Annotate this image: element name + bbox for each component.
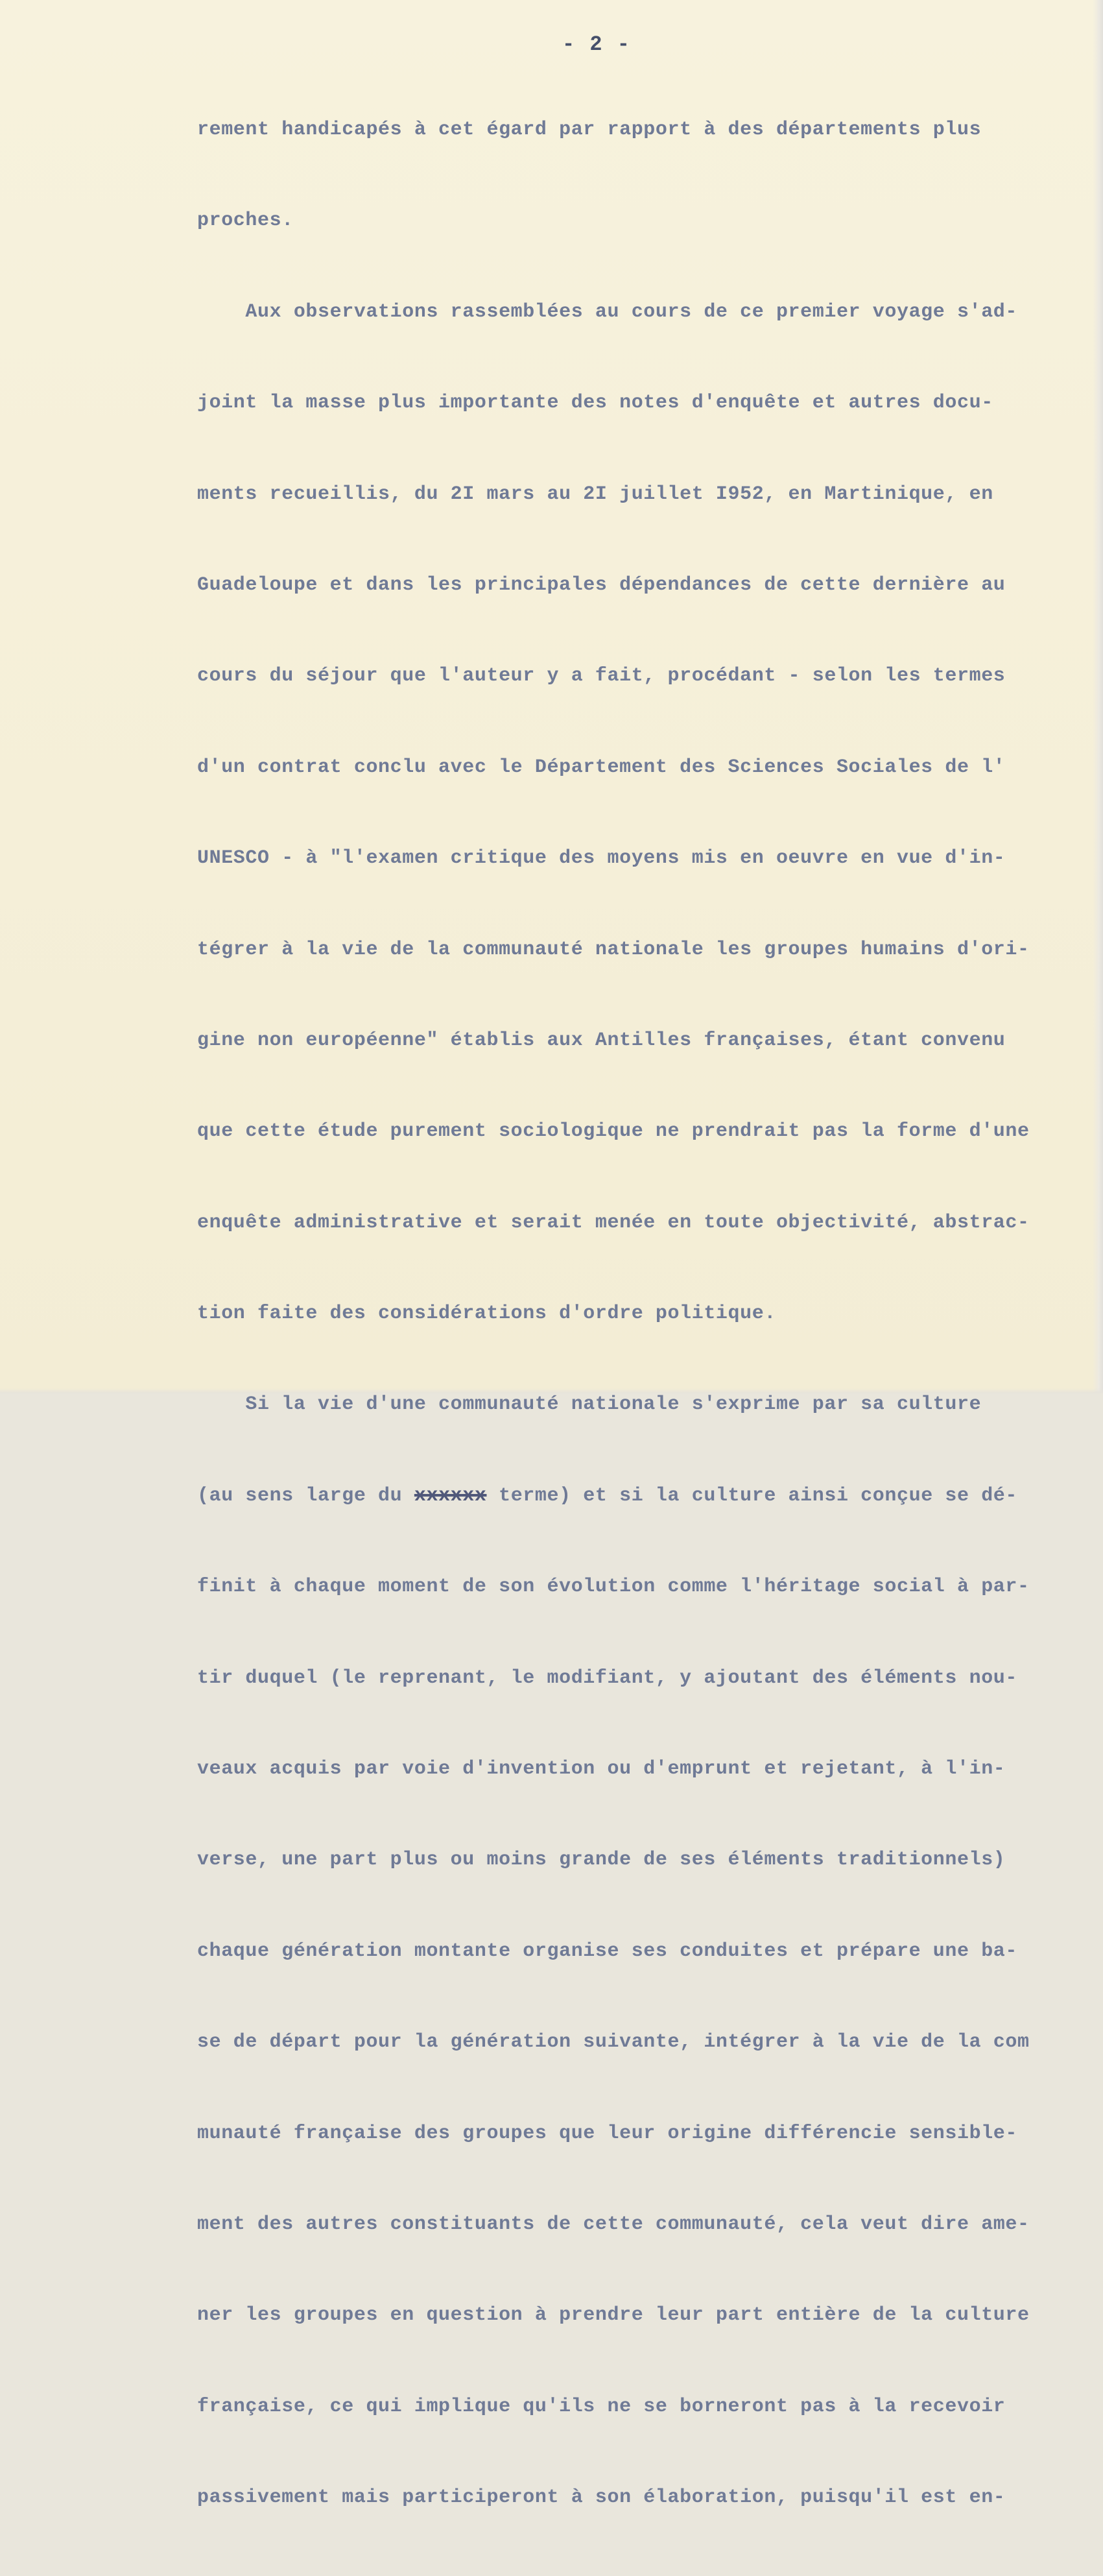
text-line-16-end: terme) et si la culture ainsi conçue se dé- (486, 1484, 1018, 1507)
text-line-4: joint la masse plus importante des notes d'enquête et autres docu- (197, 392, 993, 415)
text-line-25: ner les groupes en question à prendre leur part entière de la culture (197, 2304, 1030, 2327)
text-line-13: enquête administrative et serait menée en toute objectivité, abstrac- (197, 1211, 1030, 1234)
text-line-16 (197, 1483, 1098, 1530)
text-line-16-start: (au sens large du (197, 1484, 403, 1507)
text-line-21: chaque génération montante organise ses conduites et prépare une ba- (197, 1940, 1017, 1962)
text-line-26: française, ce qui implique qu'ils ne se borneront pas à la recevoir (197, 2395, 1006, 2418)
text-line-7: cours du séjour que l'auteur y a fait, procédant - selon les termes (197, 665, 1006, 688)
text-line-5: ments recueillis, du 2I mars au 2I juillet I952, en Martinique, en (197, 483, 993, 505)
struck-out-word: xxxxxx (414, 1484, 487, 1507)
text-line-22: se de départ pour la génération suivante, intégrer à la vie de la com (197, 2031, 1030, 2054)
text-line-15: Si la vie d'une communauté nationale s'exprime par sa culture (197, 1393, 982, 1416)
text-line-23: munauté française des groupes que leur origine différencie sensible- (197, 2122, 1017, 2145)
text-line-18: tir duquel (le reprenant, le modifiant, y ajoutant des éléments nou- (197, 1667, 1017, 1689)
text-line-3: Aux observations rassemblées au cours de ce premier voyage s'ad- (197, 300, 1017, 323)
text-line-14: tion faite des considérations d'ordre politique. (197, 1303, 776, 1325)
text-line-27: passivement mais participeront à son élaboration, puisqu'il est en- (197, 2486, 1006, 2509)
text-line-12: que cette étude purement sociologique ne prendrait pas la forme d'une (197, 1120, 1030, 1143)
text-line-9: UNESCO - à "l'examen critique des moyens mis en oeuvre en vue d'in- (197, 847, 1006, 870)
body-text (197, 73, 1098, 2576)
text-line-20: verse, une part plus ou moins grande de ses éléments traditionnels) (197, 1849, 1006, 1872)
text-line-2: proches. (197, 210, 294, 232)
text-line-11: gine non européenne" établis aux Antilles françaises, étant convenu (197, 1029, 1006, 1052)
text-line-6: Guadeloupe et dans les principales dépendances de cette dernière au (197, 573, 1006, 596)
text-line-8: d'un contrat conclu avec le Département des Sciences Sociales de l' (197, 756, 1006, 778)
text-line-24: ment des autres constituants de cette communauté, cela veut dire ame- (197, 2213, 1030, 2235)
page-number: - 2 - (562, 32, 631, 56)
text-line-17: finit à chaque moment de son évolution comme l'héritage social à par- (197, 1576, 1030, 1598)
text-line-1: rement handicapés à cet égard par rapport à des départements plus (197, 119, 982, 141)
text-line-19: veaux acquis par voie d'invention ou d'emprunt et rejetant, à l'in- (197, 1758, 1006, 1781)
text-line-10: tégrer à la vie de la communauté nationale les groupes humains d'ori- (197, 938, 1030, 961)
